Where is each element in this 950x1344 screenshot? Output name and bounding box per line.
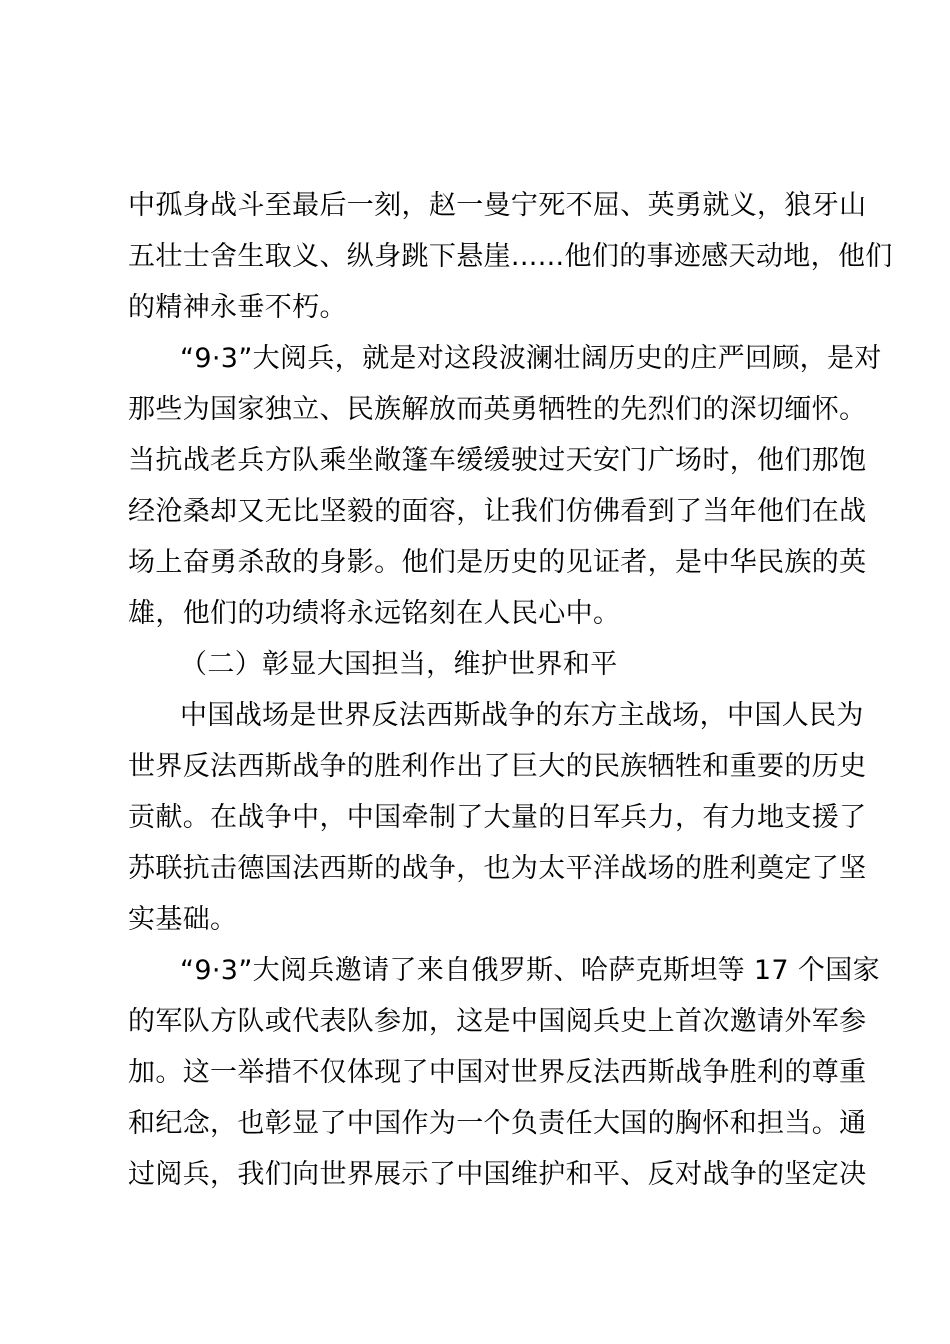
text-line: 的军队方队或代表队参加，这是中国阅兵史上首次邀请外军参 [128, 1006, 867, 1037]
section-heading: （二）彰显大国担当，维护世界和平 [180, 649, 618, 680]
text-line: 贡献。在战争中，中国牵制了大量的日军兵力，有力地支援了 [128, 802, 867, 833]
text-line: 过阅兵，我们向世界展示了中国维护和平、反对战争的坚定决 [128, 1159, 867, 1190]
document-body [128, 180, 893, 1200]
text-line: 经沧桑却又无比坚毅的面容，让我们仿佛看到了当年他们在战 [128, 496, 867, 527]
text-line: 的精神永垂不朽。 [128, 292, 347, 323]
paragraph-start-line: 中国战场是世界反法西斯战争的东方主战场，中国人民为 [180, 700, 864, 731]
text-line: 加。这一举措不仅体现了中国对世界反法西斯战争胜利的尊重 [128, 1057, 867, 1088]
text-line: 世界反法西斯战争的胜利作出了巨大的民族牺牲和重要的历史 [128, 751, 867, 782]
text-line: 场上奋勇杀敌的身影。他们是历史的见证者，是中华民族的英 [128, 547, 867, 578]
paragraph-start-line: “9·3”大阅兵邀请了来自俄罗斯、哈萨克斯坦等 17 个国家 [180, 955, 880, 986]
text-line: 中孤身战斗至最后一刻，赵一曼宁死不屈、英勇就义，狼牙山 [128, 190, 867, 221]
text-line: 雄，他们的功绩将永远铭刻在人民心中。 [128, 598, 621, 629]
text-line: 苏联抗击德国法西斯的战争，也为太平洋战场的胜利奠定了坚 [128, 853, 867, 884]
text-line: 当抗战老兵方队乘坐敞篷车缓缓驶过天安门广场时，他们那饱 [128, 445, 867, 476]
paragraph-start-line: “9·3”大阅兵，就是对这段波澜壮阔历史的庄严回顾，是对 [180, 343, 882, 374]
text-line: 和纪念，也彰显了中国作为一个负责任大国的胸怀和担当。通 [128, 1108, 867, 1139]
text-line: 五壮士舍生取义、纵身跳下悬崖......他们的事迹感天动地，他们 [128, 241, 893, 272]
text-line: 那些为国家独立、民族解放而英勇牺牲的先烈们的深切缅怀。 [128, 394, 867, 425]
text-line: 实基础。 [128, 904, 238, 935]
